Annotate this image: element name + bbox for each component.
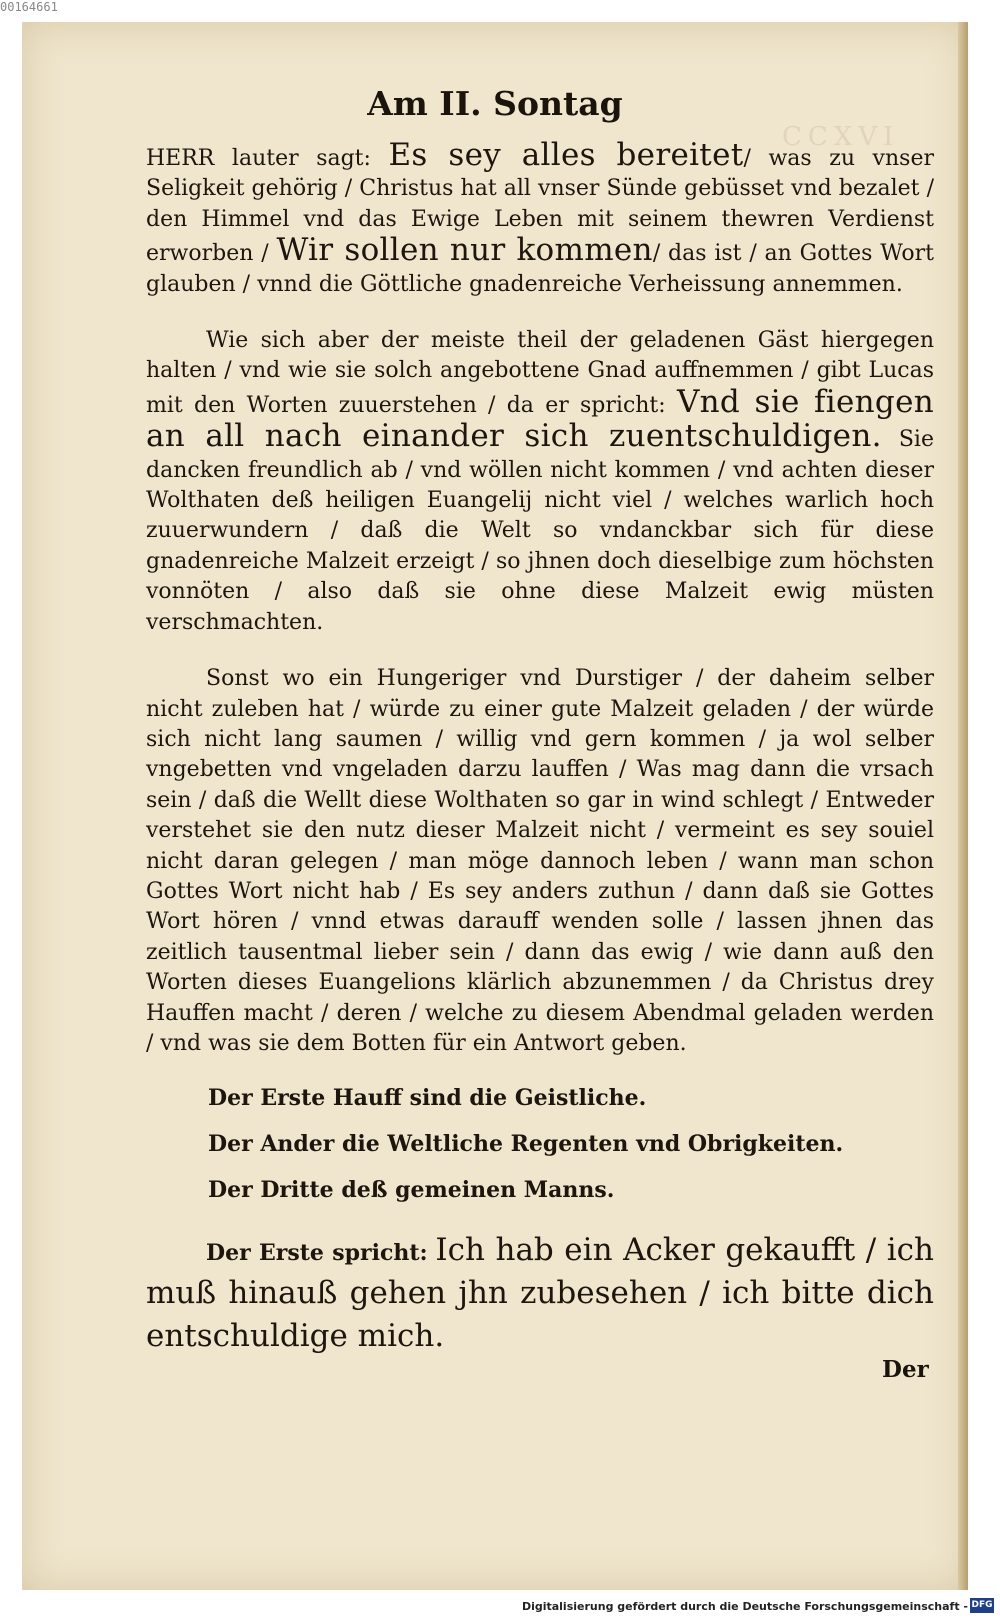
paragraph-1-emphasis-2: Wir sollen nur kommen bbox=[276, 232, 653, 269]
paragraph-1-part-3: / das ist / an Gottes Wort glauben / vnnd die Göttliche gnadenreiche Verheissung annemmen. bbox=[146, 241, 934, 297]
paragraph-4-quote: Ich hab ein Acker gekaufft / ich muß hinauß gehen jhn zubesehen / ich bitte dich entschuldige mich. bbox=[146, 1232, 934, 1355]
heap-item: Der Erste Hauff sind die Geistliche. bbox=[208, 1085, 647, 1112]
paragraph-2 bbox=[146, 326, 934, 638]
page-edge bbox=[958, 22, 968, 1590]
heaps-list bbox=[146, 1083, 934, 1205]
footer-credit: Digitalisierung gefördert durch die Deutsche Forschungsgemeinschaft - bbox=[521, 1600, 968, 1613]
dfg-logo: DFG bbox=[970, 1598, 994, 1613]
paragraph-2-emphasis: Vnd sie fiengen an all nach einander sich zuentschuldigen. bbox=[146, 383, 934, 455]
paragraph-2-part-1: Wie sich aber der meiste theil der geladenen Gäst hiergegen halten / vnd wie sie solch angebottene Gnad auffnemmen / gibt Lucas mit den Worten zuuerstehen / da er spricht: bbox=[146, 328, 934, 418]
paragraph-1-emphasis-1: Es sey alles bereitet bbox=[388, 137, 744, 173]
bleed-through-text: CCXVI bbox=[782, 122, 900, 152]
paragraph-4-lead: Der Erste spricht: bbox=[206, 1240, 428, 1267]
paragraph-1-part-1: HERR lauter sagt: bbox=[146, 146, 371, 171]
paragraph-2-part-2: Sie dancken freundlich ab / vnd wöllen nicht kommen / vnd achten dieser Wolthaten deß heiligen Euangelij nicht viel / welches warlich hoch zuuerwundern / daß die Welt so vndanckbar sich für diese gnadenreiche Malzeit erzeigt / so jhnen doch dieselbige zum höchsten vonnöten / also daß sie ohne diese Malzeit ewig müsten verschmachten. bbox=[146, 427, 934, 635]
paragraph-3: Sonst wo ein Hungeriger vnd Durstiger / der daheim selber nicht zuleben hat / würde zu einer gute Malzeit geladen / der würde sich nicht lang saumen / willig vnd gern kommen / ja wol selber vngebetten vnd vngeladen darzu lauffen / Was mag dann die vrsach sein / daß die Wellt diese Wolthaten so gar in wind schlegt / Entweder verstehet sie den nutz dieser Malzeit nicht / vermeint es sey souiel nicht daran gelegen / man möge dannoch leben / wann man schon Gottes Wort nicht hab / Es sey anders zuthun / dann daß sie Gottes Wort hören / vnnd etwas darauff wenden solle / lassen jhnen das zeitlich tausentmal lieber sein / dann das ewig / wie dann auß den Worten dieses Euangelions klärlich abzunemmen / da Christus drey Hauffen macht / deren / welche zu diesem Abendmal geladen werden / vnd was sie dem Botten für ein Antwort geben. bbox=[146, 666, 934, 1056]
paragraph-1-part-2: / was zu vnser Seligkeit gehörig / Christus hat all vnser Sünde gebüsset vnd bezalet / den Himmel vnd das Ewige Leben mit seinem thewren Verdienst erworben / bbox=[146, 146, 934, 267]
scan-identifier: 00164661 bbox=[0, 0, 58, 14]
heap-item: Der Dritte deß gemeinen Manns. bbox=[208, 1177, 615, 1204]
book-page bbox=[22, 22, 968, 1590]
catchword: Der bbox=[882, 1356, 929, 1383]
running-head: Am II. Sontag bbox=[367, 84, 623, 123]
heap-item: Der Ander die Weltliche Regenten vnd Obrigkeiten. bbox=[208, 1131, 844, 1158]
paragraph-4 bbox=[146, 1229, 934, 1358]
